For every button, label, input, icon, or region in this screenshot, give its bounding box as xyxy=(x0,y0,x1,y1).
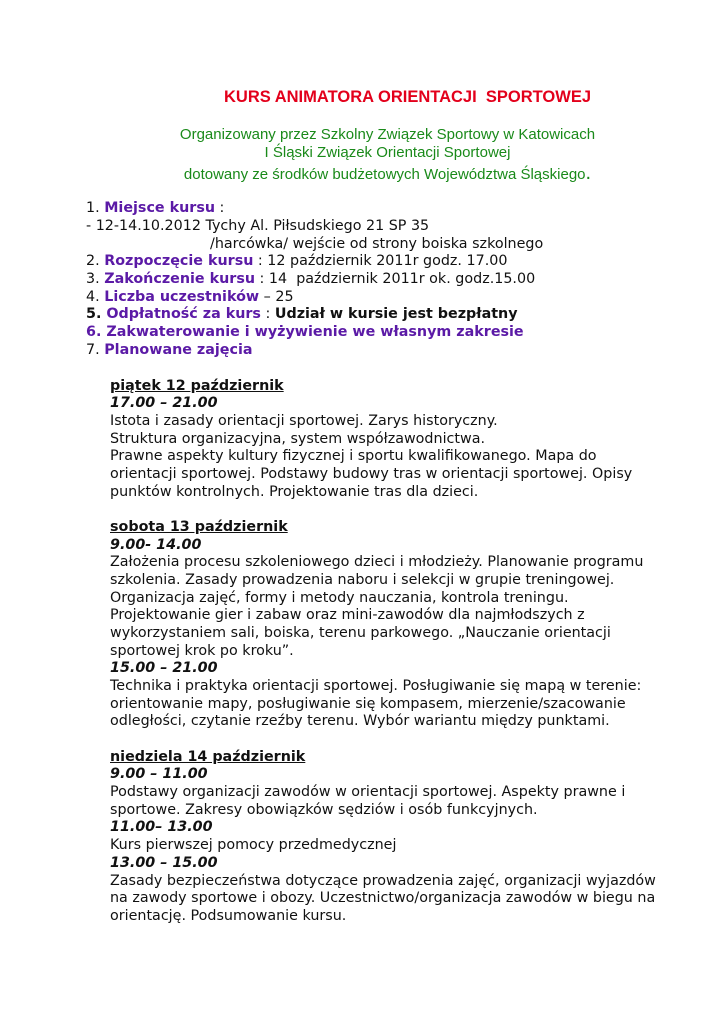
list-value: : 12 październik 2011r godz. 17.00 xyxy=(253,253,508,269)
subtitle-line-organizer: Organizowany przez Szkolny Związek Sportowy w Katowicach xyxy=(179,126,596,143)
schedule-text-line: Prawne aspekty kultury fizycznej i sportu kwalifikowanego. Mapa do xyxy=(110,448,597,464)
schedule-text-line: Technika i praktyka orientacji sportowej. Posługiwanie się mapą w terenie: xyxy=(110,678,642,694)
schedule-text-line: orientację. Podsumowanie kursu. xyxy=(110,908,347,924)
list-value: : 14 październik 2011r ok. godz.15.00 xyxy=(255,271,536,287)
schedule-text-line: odległości, czytanie rzeźby terenu. Wybór wariantu między punktami. xyxy=(110,713,610,729)
list-item-start xyxy=(86,253,507,271)
list-label: Planowane zajęcia xyxy=(104,342,253,358)
schedule-text-line: Organizacja zajęć, formy i metody nauczania, kontrola treningu. xyxy=(110,590,569,606)
list-item-end xyxy=(86,271,535,289)
list-label: Zakwaterowanie i wyżywienie we własnym zakresie xyxy=(106,324,524,340)
list-number: 7. xyxy=(86,342,100,358)
list-label: Miejsce kursu xyxy=(104,200,216,216)
subtitle-line-funding xyxy=(0,162,725,185)
list-separator: : xyxy=(260,306,275,322)
schedule-text-line: szkolenia. Zasady prowadzenia naboru i selekcji w grupie treningowej. xyxy=(110,572,615,588)
subtitle-line-association: I Śląski Związek Orientacji Sportowej xyxy=(264,144,511,161)
list-item-accommodation xyxy=(86,324,524,342)
schedule-text-line: Założenia procesu szkoleniowego dzieci i młodzieży. Planowanie programu xyxy=(110,554,644,570)
time-slot: 9.00- 14.00 xyxy=(110,537,202,553)
location-entrance: /harcówka/ wejście od strony boiska szkolnego xyxy=(210,236,544,252)
document-title: KURS ANIMATORA ORIENTACJI SPORTOWEJ xyxy=(224,88,591,106)
list-number: 1. xyxy=(86,200,100,216)
list-item-fee xyxy=(86,306,518,324)
list-label: Liczba uczestników xyxy=(104,289,260,305)
schedule-text-line: na zawody sportowe i obozy. Uczestnictwo/organizacja zawodów w biegu na xyxy=(110,890,656,906)
list-value: : xyxy=(215,200,225,216)
list-number: 3. xyxy=(86,271,100,287)
list-item-schedule xyxy=(86,342,253,360)
list-label: Rozpoczęcie kursu xyxy=(104,253,254,269)
schedule-text-line: Struktura organizacyjna, system współzawodnictwa. xyxy=(110,431,485,447)
list-item-participants xyxy=(86,289,294,307)
schedule-text-line: sportowej krok po kroku”. xyxy=(110,643,294,659)
subtitle-funding-text: dotowany ze środków budżetowych Województwa Śląskiego xyxy=(183,166,586,183)
schedule-text-line: Istota i zasady orientacji sportowej. Zarys historyczny. xyxy=(110,413,498,429)
schedule-text-line: Podstawy organizacji zawodów w orientacji sportowej. Aspekty prawne i xyxy=(110,784,626,800)
list-number: 4. xyxy=(86,289,100,305)
list-number: 2. xyxy=(86,253,100,269)
schedule-text-line: Projektowanie gier i zabaw oraz mini-zawodów dla najmłodszych z xyxy=(110,607,585,623)
time-slot: 15.00 – 21.00 xyxy=(110,660,218,676)
list-number: 6. xyxy=(86,324,102,340)
time-slot: 17.00 – 21.00 xyxy=(110,395,218,411)
schedule-text-line: orientacji sportowej. Podstawy budowy tras w orientacji sportowej. Opisy xyxy=(110,466,633,482)
list-item-location xyxy=(86,200,224,218)
list-label: Zakończenie kursu xyxy=(104,271,256,287)
schedule-text-line: Kurs pierwszej pomocy przedmedycznej xyxy=(110,837,397,853)
subtitle-funding-period: . xyxy=(585,162,592,184)
list-label: Odpłatność za kurs xyxy=(106,306,261,322)
time-slot: 9.00 – 11.00 xyxy=(110,766,208,782)
schedule-text-line: sportowe. Zakresy obowiązków sędziów i osób funkcyjnych. xyxy=(110,802,538,818)
list-number: 5. xyxy=(86,306,102,322)
list-value: – 25 xyxy=(259,289,294,305)
list-value: Udział w kursie jest bezpłatny xyxy=(274,306,518,322)
schedule-text-line: wykorzystaniem sali, boiska, terenu parkowego. „Nauczanie orientacji xyxy=(110,625,611,641)
schedule-text-line: orientowanie mapy, posługiwanie się kompasem, mierzenie/szacowanie xyxy=(110,696,626,712)
time-slot: 11.00– 13.00 xyxy=(110,819,213,835)
day-heading-saturday: sobota 13 październik xyxy=(110,519,288,535)
time-slot: 13.00 – 15.00 xyxy=(110,855,218,871)
day-heading-sunday: niedziela 14 październik xyxy=(110,749,306,765)
schedule-text-line: punktów kontrolnych. Projektowanie tras dla dzieci. xyxy=(110,484,479,500)
schedule-text-line: Zasady bezpieczeństwa dotyczące prowadzenia zajęć, organizacji wyjazdów xyxy=(110,873,656,889)
day-heading-friday: piątek 12 październik xyxy=(110,378,284,394)
location-address: - 12-14.10.2012 Tychy Al. Piłsudskiego 21 SP 35 xyxy=(86,218,430,234)
